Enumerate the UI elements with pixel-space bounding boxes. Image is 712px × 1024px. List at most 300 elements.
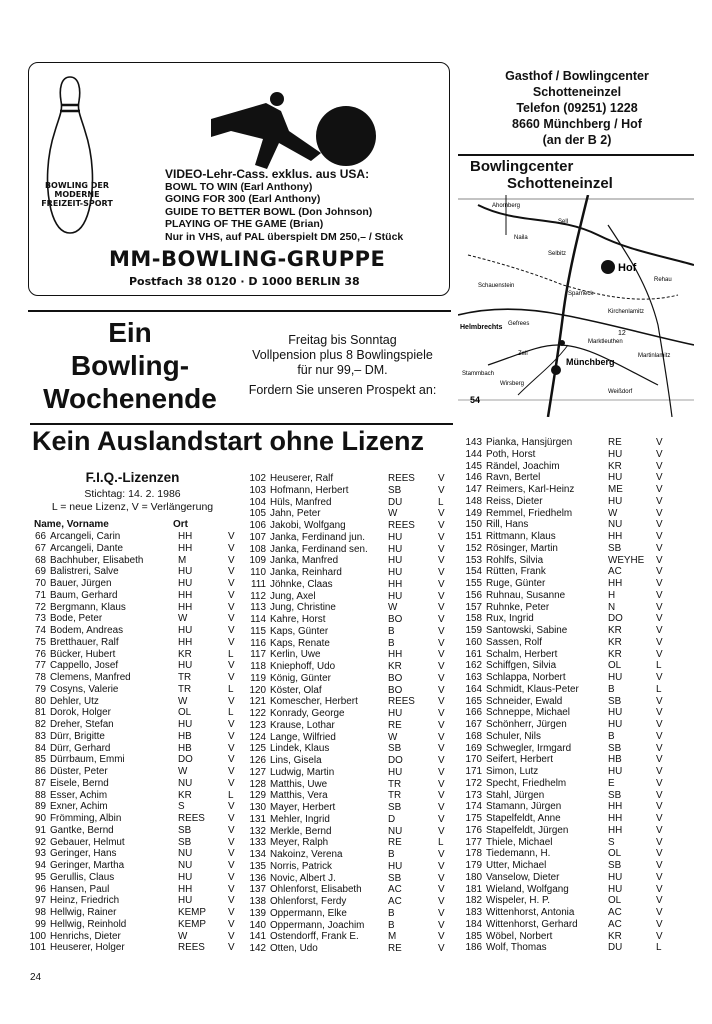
license-city: TR — [178, 672, 192, 683]
license-type: V — [656, 472, 663, 484]
license-type: V — [438, 684, 445, 696]
license-name: Geringer, Martha — [50, 860, 125, 871]
license-number: 160 — [465, 636, 482, 648]
license-number: 115 — [250, 625, 266, 637]
license-name: Sassen, Rolf — [486, 636, 542, 648]
license-type: V — [228, 742, 235, 754]
license-row — [244, 732, 450, 744]
license-row — [28, 555, 240, 567]
license-number: 124 — [249, 731, 266, 743]
license-type: V — [656, 860, 663, 871]
map-label: Selbitz — [548, 251, 567, 257]
license-city: E — [608, 777, 615, 789]
license-city: HH — [608, 824, 623, 836]
weekend-line: für nur 99,– DM. — [297, 362, 388, 377]
license-type: V — [228, 754, 235, 766]
license-name: Mayer, Herbert — [270, 802, 336, 813]
license-row — [244, 720, 450, 732]
license-type: V — [438, 778, 445, 790]
license-city: TR — [388, 778, 402, 790]
license-number: 180 — [465, 871, 482, 883]
license-city: B — [388, 625, 395, 637]
license-row — [28, 637, 240, 649]
license-city: HU — [608, 871, 623, 883]
license-number: 144 — [465, 448, 482, 460]
license-city: HU — [608, 672, 623, 683]
license-city: HH — [608, 813, 623, 824]
license-number: 173 — [465, 789, 482, 801]
license-row — [458, 660, 668, 672]
license-row — [458, 907, 668, 919]
map-label: Marktleuthen — [588, 339, 623, 345]
license-number: 155 — [465, 578, 482, 589]
license-row — [28, 719, 240, 731]
license-name: Wolf, Thomas — [486, 942, 547, 954]
license-number: 106 — [249, 520, 266, 531]
license-type: V — [656, 460, 663, 472]
license-number: 70 — [35, 578, 46, 589]
license-city: HU — [388, 543, 403, 555]
license-row — [28, 566, 240, 578]
license-type: V — [656, 507, 663, 519]
license-type: V — [438, 637, 445, 649]
license-city: W — [178, 695, 188, 707]
license-number: 66 — [35, 531, 46, 542]
license-type: V — [656, 542, 663, 554]
license-row — [244, 579, 450, 591]
license-number: 151 — [465, 531, 482, 542]
license-city: KR — [608, 625, 622, 636]
license-type: V — [656, 801, 663, 813]
license-city: HU — [388, 531, 403, 543]
license-row — [28, 684, 240, 696]
license-number: 67 — [35, 542, 46, 554]
license-number: 177 — [465, 836, 482, 848]
license-type: V — [656, 754, 663, 766]
license-number: 118 — [250, 661, 266, 672]
license-row — [244, 555, 450, 567]
license-list-2 — [244, 473, 450, 955]
license-row — [244, 508, 450, 520]
license-row — [244, 767, 450, 779]
license-type: V — [228, 636, 235, 648]
license-type: V — [228, 672, 235, 683]
license-row — [244, 661, 450, 673]
license-row — [458, 696, 668, 708]
license-city: HU — [388, 555, 403, 567]
license-city: KR — [178, 648, 192, 660]
license-name: Dürr, Gerhard — [50, 742, 111, 754]
license-number: 149 — [465, 507, 482, 519]
license-city: WEYHE — [608, 554, 645, 566]
license-name: Gantke, Bernd — [50, 824, 114, 836]
license-number: 94 — [35, 860, 46, 871]
license-row — [244, 614, 450, 626]
license-number: 72 — [35, 601, 46, 613]
weekend-title-line: Ein — [108, 317, 152, 348]
license-row — [458, 508, 668, 520]
license-name: Rill, Hans — [486, 519, 529, 531]
license-type: V — [656, 707, 663, 719]
license-number: 140 — [249, 919, 266, 931]
license-number: 81 — [35, 707, 46, 719]
license-name: Kaps, Renate — [270, 637, 330, 649]
license-type: V — [656, 448, 663, 460]
license-city: OL — [608, 660, 622, 672]
license-city: HU — [388, 766, 403, 778]
license-type: V — [438, 508, 445, 520]
license-row — [28, 825, 240, 837]
license-number: 104 — [249, 496, 266, 508]
road-map — [458, 195, 694, 417]
license-number: 170 — [465, 754, 482, 766]
license-number: 159 — [465, 625, 482, 636]
license-number: 97 — [35, 895, 46, 907]
fiq-title: F.I.Q.-Lizenzen — [85, 470, 180, 485]
license-name: Schneppe, Michael — [486, 707, 570, 719]
license-name: Kniephoff, Udo — [270, 661, 336, 672]
video-item: GOING FOR 300 (Earl Anthony) — [165, 193, 321, 206]
license-city: HH — [178, 589, 193, 601]
license-name: Stahl, Jürgen — [486, 789, 545, 801]
map-label: Helmbrechts — [460, 324, 503, 331]
license-name: Merkle, Bernd — [270, 825, 332, 837]
license-row — [458, 931, 668, 943]
license-type: V — [228, 836, 235, 848]
license-city: RE — [388, 719, 402, 731]
license-city: AC — [608, 566, 622, 578]
license-type: V — [656, 836, 663, 848]
license-city: HH — [178, 636, 193, 648]
license-row — [244, 743, 450, 755]
weekend-title-line: Wochenende — [43, 383, 217, 414]
license-row — [28, 931, 240, 943]
license-row — [28, 672, 240, 684]
map-label: Martinlamitz — [638, 353, 671, 359]
map-label: Wirsberg — [500, 381, 525, 387]
license-number: 146 — [465, 472, 482, 484]
license-name: Ruhnau, Susanne — [486, 589, 566, 601]
license-city: BO — [388, 684, 403, 696]
license-city: B — [388, 919, 395, 931]
license-city: RE — [388, 837, 402, 849]
license-row — [458, 743, 668, 755]
license-row — [458, 484, 668, 496]
weekend-line: Freitag bis Sonntag — [288, 333, 397, 347]
video-list — [165, 168, 447, 244]
license-name: Schönherr, Jürgen — [486, 719, 567, 730]
license-city: REES — [178, 942, 205, 954]
license-type: V — [228, 918, 235, 930]
license-type: L — [438, 837, 444, 849]
license-type: V — [228, 860, 235, 871]
license-city: HU — [608, 448, 623, 460]
license-type: V — [656, 907, 663, 918]
license-city: SB — [388, 743, 402, 755]
license-name: Rösinger, Martin — [486, 542, 558, 554]
license-name: Köster, Olaf — [270, 684, 322, 696]
license-type: V — [656, 848, 663, 860]
license-city: NU — [178, 848, 193, 860]
license-type: V — [438, 625, 445, 637]
license-row — [458, 590, 668, 602]
license-name: Lins, Gisela — [270, 755, 322, 766]
license-type: V — [656, 883, 663, 895]
license-number: 102 — [249, 473, 266, 484]
license-city: HH — [608, 531, 623, 542]
license-number: 88 — [35, 789, 46, 801]
license-number: 168 — [465, 730, 482, 742]
license-row — [458, 519, 668, 531]
video-item: BOWL TO WIN (Earl Anthony) — [165, 180, 313, 193]
license-type: V — [656, 719, 663, 730]
license-type: V — [438, 649, 445, 661]
license-city: HH — [178, 601, 193, 613]
map-label: Ahornberg — [492, 203, 521, 209]
license-number: 157 — [465, 601, 482, 613]
map-label: Zell — [518, 351, 528, 357]
license-number: 164 — [465, 683, 482, 695]
weekend-title — [30, 316, 230, 415]
license-row — [458, 919, 668, 931]
license-number: 145 — [465, 460, 482, 472]
license-type: L — [656, 942, 662, 954]
license-name: Bretthauer, Ralf — [50, 636, 119, 648]
license-type: V — [656, 895, 663, 907]
license-row — [28, 731, 240, 743]
license-name: Hellwig, Reinhold — [50, 918, 127, 930]
license-number: 101 — [29, 942, 46, 954]
license-name: Norris, Patrick — [270, 860, 332, 872]
license-city: KR — [608, 648, 622, 660]
license-number: 153 — [465, 554, 482, 566]
license-name: Schwegler, Irmgard — [486, 742, 572, 754]
license-name: Ostendorff, Frank E. — [270, 931, 359, 943]
license-number: 172 — [465, 777, 482, 789]
license-row — [458, 496, 668, 508]
bowling-pin-icon — [41, 75, 99, 235]
brand-address: Postfach 38 0120 · D 1000 BERLIN 38 — [129, 275, 360, 288]
license-row — [244, 626, 450, 638]
license-type: V — [438, 860, 445, 872]
license-name: Bergmann, Klaus — [50, 601, 126, 613]
license-name: Dreher, Stefan — [50, 719, 114, 730]
license-row — [244, 473, 450, 485]
license-city: AC — [388, 884, 402, 896]
video-price: Nur in VHS, auf PAL überspielt DM 250,– / Stück — [165, 230, 404, 243]
license-city: KR — [608, 636, 622, 648]
map-label: Schauenstein — [478, 283, 515, 289]
license-number: 165 — [465, 695, 482, 707]
license-city: HU — [608, 766, 623, 777]
license-city: DO — [608, 613, 623, 625]
license-city: HU — [178, 895, 193, 907]
license-row — [244, 544, 450, 556]
license-row — [458, 543, 668, 555]
license-type: V — [438, 520, 445, 531]
license-city: REES — [388, 473, 415, 484]
license-row — [244, 673, 450, 685]
license-city: B — [608, 730, 615, 742]
license-city: W — [388, 508, 398, 520]
license-row — [28, 590, 240, 602]
license-number: 69 — [35, 566, 46, 578]
license-name: Heuserer, Holger — [50, 942, 125, 954]
license-city: W — [178, 766, 188, 777]
license-city: HH — [178, 883, 193, 895]
license-city: KR — [388, 661, 402, 672]
license-row — [244, 779, 450, 791]
license-type: V — [656, 648, 663, 660]
license-type: V — [228, 777, 235, 789]
license-type: V — [228, 730, 235, 742]
license-city: TR — [388, 790, 402, 802]
license-number: 129 — [249, 790, 266, 802]
license-city: OL — [178, 707, 192, 719]
license-type: V — [438, 602, 445, 614]
license-type: V — [656, 777, 663, 789]
license-name: Schuler, Nils — [486, 730, 541, 742]
license-row — [244, 873, 450, 885]
map-label: Naila — [514, 235, 528, 241]
license-type: L — [228, 683, 234, 695]
license-number: 121 — [249, 696, 266, 708]
license-name: Bachhuber, Elisabeth — [50, 554, 144, 566]
license-city: HH — [608, 578, 623, 589]
license-city: HU — [608, 495, 623, 507]
license-name: Bücker, Hubert — [50, 648, 116, 660]
license-type: V — [656, 519, 663, 531]
license-number: 183 — [465, 907, 482, 918]
license-name: Kaps, Günter — [270, 625, 329, 637]
license-city: W — [388, 602, 398, 614]
license-row — [28, 660, 240, 672]
license-type: L — [656, 683, 662, 695]
license-name: Hansen, Paul — [50, 883, 110, 895]
license-type: V — [228, 554, 235, 566]
license-type: V — [228, 766, 235, 777]
license-type: V — [656, 495, 663, 507]
license-name: Komescher, Herbert — [270, 696, 358, 708]
license-city: HH — [608, 801, 623, 813]
license-city: HU — [388, 567, 403, 578]
license-name: Seifert, Herbert — [486, 754, 553, 766]
license-city: HH — [388, 649, 403, 661]
license-city: HU — [178, 871, 193, 883]
map-label: Münchberg — [566, 357, 615, 367]
license-city: HB — [608, 754, 622, 766]
license-city: HU — [608, 883, 623, 895]
license-number: 116 — [250, 637, 266, 649]
mm-bowling-ad — [28, 62, 450, 296]
license-number: 175 — [465, 813, 482, 824]
license-number: 178 — [465, 848, 482, 860]
license-name: Schlappa, Norbert — [486, 672, 566, 683]
license-city: M — [178, 554, 187, 566]
license-number: 185 — [465, 930, 482, 942]
page-number: 24 — [30, 972, 42, 983]
license-number: 182 — [465, 895, 482, 907]
license-row — [28, 531, 240, 543]
license-city: SB — [608, 789, 622, 801]
map-label: Weißdorf — [608, 389, 633, 395]
license-number: 76 — [35, 648, 46, 660]
license-type: L — [228, 789, 234, 801]
license-city: SB — [608, 860, 622, 871]
license-type: V — [438, 531, 445, 543]
license-name: Düster, Peter — [50, 766, 108, 777]
license-number: 93 — [35, 848, 46, 860]
license-city: H — [608, 589, 616, 601]
license-type: V — [656, 813, 663, 824]
license-name: Cosyns, Valerie — [50, 683, 119, 695]
license-name: Ruge, Günter — [486, 578, 546, 589]
license-type: V — [438, 849, 445, 860]
license-row — [458, 684, 668, 696]
license-number: 108 — [249, 543, 266, 555]
license-name: Janka, Reinhard — [270, 567, 342, 578]
license-name: Wispeler, H. P. — [486, 895, 551, 907]
license-type: V — [438, 802, 445, 813]
license-type: V — [228, 601, 235, 613]
license-name: Schalm, Herbert — [486, 648, 558, 660]
license-number: 117 — [250, 649, 266, 661]
license-type: L — [228, 648, 234, 660]
license-name: Gebauer, Helmut — [50, 836, 125, 848]
license-row — [458, 555, 668, 567]
license-number: 181 — [465, 883, 482, 895]
license-city: D — [388, 813, 396, 825]
gasthof-line: Gasthof / Bowlingcenter — [505, 69, 649, 83]
license-name: Ohlenforst, Ferdy — [270, 896, 347, 907]
license-row — [458, 895, 668, 907]
license-type: V — [438, 907, 445, 919]
license-row — [28, 895, 240, 907]
map-label: 12 — [618, 330, 626, 337]
license-city: SB — [388, 802, 402, 813]
video-heading: VIDEO-Lehr-Cass. exklus. aus USA: — [165, 167, 370, 181]
license-type: V — [228, 589, 235, 601]
license-number: 158 — [465, 613, 482, 625]
legend: L = neue Lizenz, V = Verlängerung — [51, 500, 214, 513]
license-row — [458, 719, 668, 731]
license-name: Dürr, Brigitte — [50, 730, 105, 742]
license-number: 77 — [35, 660, 46, 672]
license-row — [458, 578, 668, 590]
license-row — [244, 861, 450, 873]
license-name: Tiedemann, H. — [486, 848, 551, 860]
license-name: Nakoinz, Verena — [270, 849, 343, 860]
map-label: Stammbach — [462, 371, 495, 377]
license-row — [458, 778, 668, 790]
license-city: ME — [608, 484, 623, 495]
license-type: L — [438, 496, 444, 508]
license-name: Konrady, George — [270, 708, 345, 719]
license-type: V — [228, 578, 235, 589]
license-list-3 — [458, 437, 668, 954]
map-label: 54 — [470, 395, 481, 405]
license-name: Jung, Christine — [270, 602, 336, 614]
license-row — [28, 696, 240, 708]
license-row — [244, 837, 450, 849]
license-row — [458, 848, 668, 860]
license-name: Stamann, Jürgen — [486, 801, 562, 813]
license-number: 152 — [465, 542, 482, 554]
stichtag: Stichtag: 14. 2. 1986 — [84, 488, 181, 500]
license-row — [28, 649, 240, 661]
license-city: HU — [608, 719, 623, 730]
license-type: V — [228, 660, 235, 672]
